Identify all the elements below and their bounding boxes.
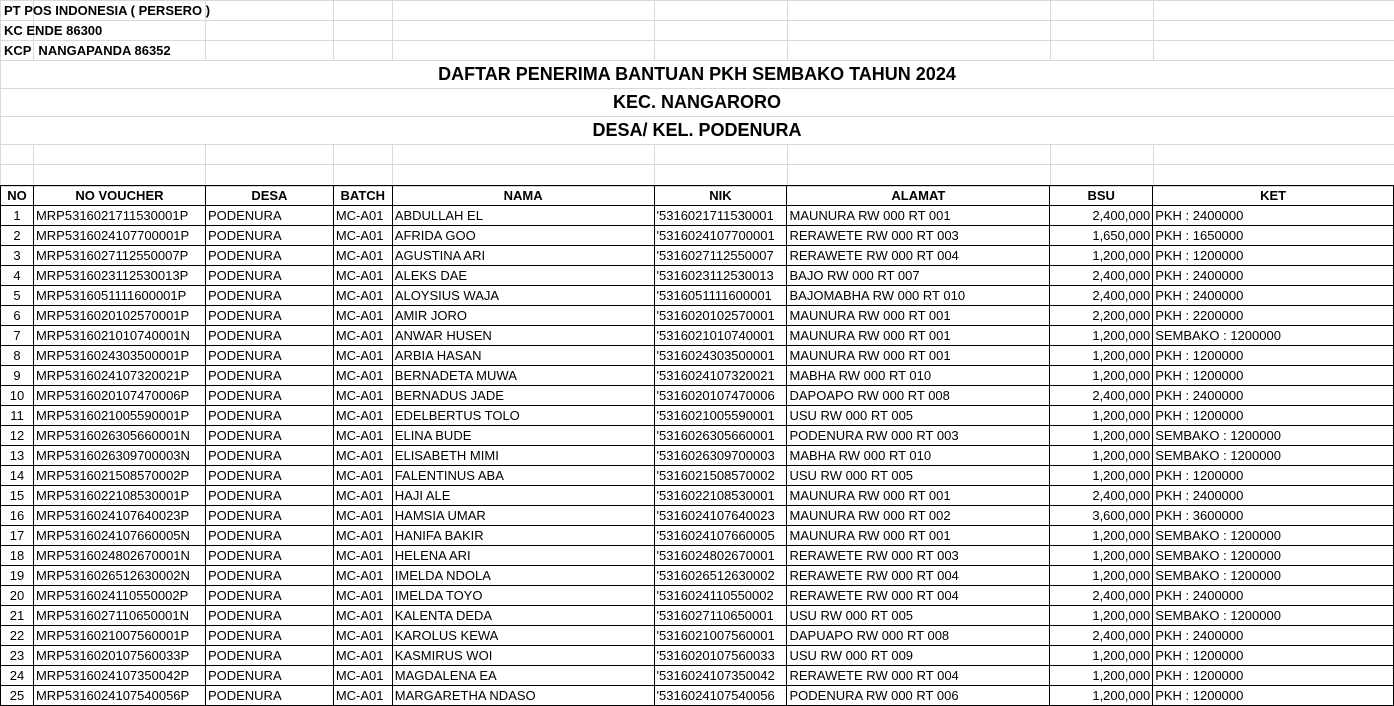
cell-nik[interactable]: '5316020107560033	[654, 646, 787, 666]
cell-nik[interactable]: '5316024107640023	[654, 506, 787, 526]
cell-bsu[interactable]: 1,200,000	[1050, 566, 1153, 586]
cell-nama[interactable]: MAGDALENA EA	[392, 666, 654, 686]
cell-no[interactable]: 12	[1, 426, 34, 446]
cell-desa[interactable]: PODENURA	[205, 386, 333, 406]
cell-alamat[interactable]: PODENURA RW 000 RT 003	[787, 426, 1050, 446]
cell-nama[interactable]: FALENTINUS ABA	[392, 466, 654, 486]
cell-ket[interactable]: SEMBAKO : 1200000	[1153, 546, 1394, 566]
cell-voucher[interactable]: MRP5316024110550002P	[33, 586, 205, 606]
cell-bsu[interactable]: 1,200,000	[1050, 666, 1153, 686]
table-row[interactable]	[1, 206, 1394, 226]
cell-no[interactable]: 1	[1, 206, 34, 226]
cell-alamat[interactable]: MABHA RW 000 RT 010	[787, 446, 1050, 466]
cell-ket[interactable]: PKH : 1200000	[1153, 366, 1394, 386]
cell-nik[interactable]: '5316024110550002	[654, 586, 787, 606]
cell-nama[interactable]: ALOYSIUS WAJA	[392, 286, 654, 306]
col-header-alamat[interactable]: ALAMAT	[787, 186, 1050, 206]
cell-batch[interactable]: MC-A01	[333, 306, 392, 326]
table-row[interactable]	[1, 626, 1394, 646]
cell-batch[interactable]: MC-A01	[333, 586, 392, 606]
cell-alamat[interactable]: RERAWETE RW 000 RT 004	[787, 566, 1050, 586]
cell-voucher[interactable]: MRP5316021508570002P	[33, 466, 205, 486]
cell-bsu[interactable]: 1,200,000	[1050, 646, 1153, 666]
cell-nama[interactable]: KAROLUS KEWA	[392, 626, 654, 646]
cell-nik[interactable]: '5316022108530001	[654, 486, 787, 506]
cell-voucher[interactable]: MRP5316020107560033P	[33, 646, 205, 666]
cell-bsu[interactable]: 1,200,000	[1050, 326, 1153, 346]
cell-ket[interactable]: PKH : 2400000	[1153, 486, 1394, 506]
cell-voucher[interactable]: MRP5316051111600001P	[33, 286, 205, 306]
cell-nama[interactable]: KASMIRUS WOI	[392, 646, 654, 666]
cell-voucher[interactable]: MRP5316024107540056P	[33, 686, 205, 706]
cell-no[interactable]: 5	[1, 286, 34, 306]
col-header-batch[interactable]: BATCH	[333, 186, 392, 206]
cell-no[interactable]: 14	[1, 466, 34, 486]
cell-ket[interactable]: SEMBAKO : 1200000	[1153, 326, 1394, 346]
cell-voucher[interactable]: MRP5316024107660005N	[33, 526, 205, 546]
cell-no[interactable]: 9	[1, 366, 34, 386]
cell-voucher[interactable]: MRP5316021005590001P	[33, 406, 205, 426]
cell-desa[interactable]: PODENURA	[205, 566, 333, 586]
cell-no[interactable]: 8	[1, 346, 34, 366]
cell-ket[interactable]: PKH : 2400000	[1153, 266, 1394, 286]
cell-bsu[interactable]: 1,200,000	[1050, 546, 1153, 566]
cell-batch[interactable]: MC-A01	[333, 566, 392, 586]
cell-bsu[interactable]: 1,200,000	[1050, 526, 1153, 546]
company-name: PT POS INDONESIA ( PERSERO )	[4, 3, 211, 18]
branch-office: KC ENDE 86300	[4, 23, 103, 38]
cell-nama[interactable]: EDELBERTUS TOLO	[392, 406, 654, 426]
cell-nama[interactable]: HELENA ARI	[392, 546, 654, 566]
cell-nama[interactable]: BERNADUS JADE	[392, 386, 654, 406]
cell-batch[interactable]: MC-A01	[333, 346, 392, 366]
table-row[interactable]	[1, 506, 1394, 526]
cell-no[interactable]: 19	[1, 566, 34, 586]
sub-branch-office: KCP NANGAPANDA 86352	[4, 43, 171, 58]
cell-nik[interactable]: '5316020107470006	[654, 386, 787, 406]
cell-batch[interactable]: MC-A01	[333, 226, 392, 246]
cell-nik[interactable]: '5316023112530013	[654, 266, 787, 286]
cell-bsu[interactable]: 2,400,000	[1050, 266, 1153, 286]
cell-voucher[interactable]: MRP5316024802670001N	[33, 546, 205, 566]
cell-alamat[interactable]: RERAWETE RW 000 RT 004	[787, 246, 1050, 266]
cell-nama[interactable]: ANWAR HUSEN	[392, 326, 654, 346]
table-row[interactable]	[1, 446, 1394, 466]
cell-nama[interactable]: IMELDA TOYO	[392, 586, 654, 606]
cell-bsu[interactable]: 1,200,000	[1050, 346, 1153, 366]
cell-ket[interactable]: PKH : 1200000	[1153, 246, 1394, 266]
cell-nik[interactable]: '5316026305660001	[654, 426, 787, 446]
cell-ket[interactable]: PKH : 2400000	[1153, 626, 1394, 646]
cell-no[interactable]: 22	[1, 626, 34, 646]
table-row[interactable]	[1, 646, 1394, 666]
cell-desa[interactable]: PODENURA	[205, 606, 333, 626]
cell-nik[interactable]: '5316024107320021	[654, 366, 787, 386]
cell-ket[interactable]: PKH : 1200000	[1153, 646, 1394, 666]
cell-batch[interactable]: MC-A01	[333, 286, 392, 306]
cell-desa[interactable]: PODENURA	[205, 306, 333, 326]
cell-desa[interactable]: PODENURA	[205, 526, 333, 546]
cell-nik[interactable]: '5316021005590001	[654, 406, 787, 426]
cell-ket[interactable]: SEMBAKO : 1200000	[1153, 446, 1394, 466]
cell-no[interactable]: 11	[1, 406, 34, 426]
cell-batch[interactable]: MC-A01	[333, 506, 392, 526]
cell-voucher[interactable]: MRP5316021007560001P	[33, 626, 205, 646]
cell-no[interactable]: 17	[1, 526, 34, 546]
cell-ket[interactable]: PKH : 1650000	[1153, 226, 1394, 246]
cell-bsu[interactable]: 1,650,000	[1050, 226, 1153, 246]
cell-bsu[interactable]: 2,400,000	[1050, 486, 1153, 506]
cell-nama[interactable]: ELISABETH MIMI	[392, 446, 654, 466]
cell-no[interactable]: 2	[1, 226, 34, 246]
cell-nik[interactable]: '5316024107540056	[654, 686, 787, 706]
cell-bsu[interactable]: 1,200,000	[1050, 446, 1153, 466]
cell-alamat[interactable]: MAUNURA RW 000 RT 001	[787, 486, 1050, 506]
cell-nik[interactable]: '5316027112550007	[654, 246, 787, 266]
cell-alamat[interactable]: DAPUAPO RW 000 RT 008	[787, 626, 1050, 646]
cell-ket[interactable]: PKH : 1200000	[1153, 686, 1394, 706]
cell-batch[interactable]: MC-A01	[333, 246, 392, 266]
document-title: DAFTAR PENERIMA BANTUAN PKH SEMBAKO TAHUN 2024	[438, 64, 956, 84]
cell-bsu[interactable]: 2,400,000	[1050, 626, 1153, 646]
cell-desa[interactable]: PODENURA	[205, 506, 333, 526]
cell-ket[interactable]: SEMBAKO : 1200000	[1153, 566, 1394, 586]
table-row[interactable]	[1, 326, 1394, 346]
table-row[interactable]	[1, 606, 1394, 626]
cell-nama[interactable]: ARBIA HASAN	[392, 346, 654, 366]
col-header-no[interactable]: NO	[1, 186, 34, 206]
cell-desa[interactable]: PODENURA	[205, 626, 333, 646]
table-row[interactable]	[1, 486, 1394, 506]
cell-bsu[interactable]: 1,200,000	[1050, 366, 1153, 386]
cell-no[interactable]: 16	[1, 506, 34, 526]
cell-alamat[interactable]: USU RW 000 RT 005	[787, 406, 1050, 426]
cell-batch[interactable]: MC-A01	[333, 626, 392, 646]
cell-ket[interactable]: SEMBAKO : 1200000	[1153, 606, 1394, 626]
cell-bsu[interactable]: 1,200,000	[1050, 426, 1153, 446]
cell-no[interactable]: 13	[1, 446, 34, 466]
cell-voucher[interactable]: MRP5316024303500001P	[33, 346, 205, 366]
cell-bsu[interactable]: 2,400,000	[1050, 386, 1153, 406]
cell-ket[interactable]: PKH : 2400000	[1153, 286, 1394, 306]
cell-nik[interactable]: '5316020102570001	[654, 306, 787, 326]
cell-no[interactable]: 6	[1, 306, 34, 326]
cell-batch[interactable]: MC-A01	[333, 366, 392, 386]
cell-nama[interactable]: BERNADETA MUWA	[392, 366, 654, 386]
table-row[interactable]	[1, 686, 1394, 706]
cell-batch[interactable]: MC-A01	[333, 386, 392, 406]
cell-alamat[interactable]: MAUNURA RW 000 RT 001	[787, 206, 1050, 226]
table-row[interactable]	[1, 526, 1394, 546]
cell-desa[interactable]: PODENURA	[205, 326, 333, 346]
cell-voucher[interactable]: MRP5316022108530001P	[33, 486, 205, 506]
cell-batch[interactable]: MC-A01	[333, 606, 392, 626]
col-header-desa[interactable]: DESA	[205, 186, 333, 206]
cell-alamat[interactable]: MAUNURA RW 000 RT 002	[787, 506, 1050, 526]
table-row[interactable]	[1, 566, 1394, 586]
cell-nik[interactable]: '5316024107350042	[654, 666, 787, 686]
cell-nama[interactable]: ELINA BUDE	[392, 426, 654, 446]
table-row[interactable]	[1, 586, 1394, 606]
cell-nama[interactable]: AFRIDA GOO	[392, 226, 654, 246]
cell-bsu[interactable]: 1,200,000	[1050, 246, 1153, 266]
cell-bsu[interactable]: 1,200,000	[1050, 686, 1153, 706]
cell-batch[interactable]: MC-A01	[333, 266, 392, 286]
cell-ket[interactable]: PKH : 2200000	[1153, 306, 1394, 326]
cell-batch[interactable]: MC-A01	[333, 486, 392, 506]
cell-batch[interactable]: MC-A01	[333, 646, 392, 666]
table-row[interactable]	[1, 266, 1394, 286]
cell-voucher[interactable]: MRP5316026309700003N	[33, 446, 205, 466]
table-row[interactable]	[1, 226, 1394, 246]
cell-nik[interactable]: '5316021010740001	[654, 326, 787, 346]
cell-alamat[interactable]: BAJOMABHA RW 000 RT 010	[787, 286, 1050, 306]
table-row[interactable]	[1, 366, 1394, 386]
cell-batch[interactable]: MC-A01	[333, 526, 392, 546]
cell-batch[interactable]: MC-A01	[333, 446, 392, 466]
recipient-table	[0, 185, 1394, 706]
cell-batch[interactable]: MC-A01	[333, 546, 392, 566]
cell-alamat[interactable]: RERAWETE RW 000 RT 004	[787, 666, 1050, 686]
cell-desa[interactable]: PODENURA	[205, 446, 333, 466]
cell-nama[interactable]: HAMSIA UMAR	[392, 506, 654, 526]
cell-desa[interactable]: PODENURA	[205, 266, 333, 286]
cell-alamat[interactable]: MAUNURA RW 000 RT 001	[787, 326, 1050, 346]
table-row[interactable]	[1, 346, 1394, 366]
district-title: KEC. NANGARORO	[612, 92, 781, 112]
cell-ket[interactable]: PKH : 3600000	[1153, 506, 1394, 526]
cell-desa[interactable]: PODENURA	[205, 246, 333, 266]
cell-alamat[interactable]: USU RW 000 RT 005	[787, 466, 1050, 486]
table-row[interactable]	[1, 426, 1394, 446]
cell-nik[interactable]: '5316024802670001	[654, 546, 787, 566]
cell-no[interactable]: 4	[1, 266, 34, 286]
cell-alamat[interactable]: BAJO RW 000 RT 007	[787, 266, 1050, 286]
cell-alamat[interactable]: MAUNURA RW 000 RT 001	[787, 526, 1050, 546]
cell-desa[interactable]: PODENURA	[205, 666, 333, 686]
cell-nama[interactable]: HAJI ALE	[392, 486, 654, 506]
cell-desa[interactable]: PODENURA	[205, 466, 333, 486]
cell-no[interactable]: 3	[1, 246, 34, 266]
cell-desa[interactable]: PODENURA	[205, 586, 333, 606]
cell-voucher[interactable]: MRP5316021711530001P	[33, 206, 205, 226]
cell-ket[interactable]: SEMBAKO : 1200000	[1153, 426, 1394, 446]
cell-bsu[interactable]: 1,200,000	[1050, 466, 1153, 486]
cell-ket[interactable]: PKH : 2400000	[1153, 206, 1394, 226]
cell-desa[interactable]: PODENURA	[205, 546, 333, 566]
cell-no[interactable]: 18	[1, 546, 34, 566]
cell-nama[interactable]: AMIR JORO	[392, 306, 654, 326]
cell-voucher[interactable]: MRP5316024107700001P	[33, 226, 205, 246]
cell-nik[interactable]: '5316021007560001	[654, 626, 787, 646]
cell-bsu[interactable]: 1,200,000	[1050, 606, 1153, 626]
cell-nama[interactable]: AGUSTINA ARI	[392, 246, 654, 266]
cell-no[interactable]: 20	[1, 586, 34, 606]
table-row[interactable]	[1, 546, 1394, 566]
cell-nik[interactable]: '5316024303500001	[654, 346, 787, 366]
cell-voucher[interactable]: MRP5316024107350042P	[33, 666, 205, 686]
cell-ket[interactable]: PKH : 1200000	[1153, 346, 1394, 366]
cell-desa[interactable]: PODENURA	[205, 646, 333, 666]
cell-voucher[interactable]: MRP5316027110650001N	[33, 606, 205, 626]
cell-nama[interactable]: HANIFA BAKIR	[392, 526, 654, 546]
cell-voucher[interactable]: MRP5316020107470006P	[33, 386, 205, 406]
cell-desa[interactable]: PODENURA	[205, 286, 333, 306]
cell-desa[interactable]: PODENURA	[205, 226, 333, 246]
col-header-nik[interactable]: NIK	[654, 186, 787, 206]
village-title: DESA/ KEL. PODENURA	[592, 120, 802, 140]
cell-desa[interactable]: PODENURA	[205, 206, 333, 226]
cell-voucher[interactable]: MRP5316027112550007P	[33, 246, 205, 266]
cell-desa[interactable]: PODENURA	[205, 406, 333, 426]
cell-no[interactable]: 7	[1, 326, 34, 346]
cell-batch[interactable]: MC-A01	[333, 206, 392, 226]
cell-ket[interactable]: PKH : 2400000	[1153, 586, 1394, 606]
cell-batch[interactable]: MC-A01	[333, 466, 392, 486]
col-header-nama[interactable]: NAMA	[392, 186, 654, 206]
cell-nik[interactable]: '5316026512630002	[654, 566, 787, 586]
cell-no[interactable]: 23	[1, 646, 34, 666]
cell-voucher[interactable]: MRP5316024107320021P	[33, 366, 205, 386]
table-row[interactable]	[1, 386, 1394, 406]
table-row[interactable]	[1, 466, 1394, 486]
cell-voucher[interactable]: MRP5316024107640023P	[33, 506, 205, 526]
cell-nik[interactable]: '5316027110650001	[654, 606, 787, 626]
col-header-ket[interactable]: KET	[1153, 186, 1394, 206]
cell-nama[interactable]: MARGARETHA NDASO	[392, 686, 654, 706]
cell-desa[interactable]: PODENURA	[205, 366, 333, 386]
cell-alamat[interactable]: USU RW 000 RT 009	[787, 646, 1050, 666]
cell-nik[interactable]: '5316026309700003	[654, 446, 787, 466]
cell-alamat[interactable]: USU RW 000 RT 005	[787, 606, 1050, 626]
table-row[interactable]	[1, 306, 1394, 326]
table-row[interactable]	[1, 406, 1394, 426]
cell-alamat[interactable]: RERAWETE RW 000 RT 004	[787, 586, 1050, 606]
cell-nik[interactable]: '5316021711530001	[654, 206, 787, 226]
col-header-voucher[interactable]: NO VOUCHER	[33, 186, 205, 206]
cell-bsu[interactable]: 1,200,000	[1050, 406, 1153, 426]
cell-nik[interactable]: '5316021508570002	[654, 466, 787, 486]
cell-voucher[interactable]: MRP5316023112530013P	[33, 266, 205, 286]
cell-voucher[interactable]: MRP5316021010740001N	[33, 326, 205, 346]
cell-no[interactable]: 21	[1, 606, 34, 626]
table-row[interactable]	[1, 286, 1394, 306]
cell-alamat[interactable]: MAUNURA RW 000 RT 001	[787, 306, 1050, 326]
cell-ket[interactable]: PKH : 1200000	[1153, 666, 1394, 686]
table-row[interactable]	[1, 666, 1394, 686]
cell-bsu[interactable]: 3,600,000	[1050, 506, 1153, 526]
cell-bsu[interactable]: 2,400,000	[1050, 286, 1153, 306]
cell-no[interactable]: 15	[1, 486, 34, 506]
cell-no[interactable]: 10	[1, 386, 34, 406]
cell-alamat[interactable]: PODENURA RW 000 RT 006	[787, 686, 1050, 706]
cell-ket[interactable]: SEMBAKO : 1200000	[1153, 526, 1394, 546]
cell-nama[interactable]: KALENTA DEDA	[392, 606, 654, 626]
cell-nama[interactable]: ALEKS DAE	[392, 266, 654, 286]
cell-batch[interactable]: MC-A01	[333, 406, 392, 426]
cell-alamat[interactable]: DAPOAPO RW 000 RT 008	[787, 386, 1050, 406]
cell-ket[interactable]: PKH : 1200000	[1153, 406, 1394, 426]
cell-alamat[interactable]: RERAWETE RW 000 RT 003	[787, 226, 1050, 246]
cell-batch[interactable]: MC-A01	[333, 326, 392, 346]
cell-desa[interactable]: PODENURA	[205, 686, 333, 706]
cell-voucher[interactable]: MRP5316020102570001P	[33, 306, 205, 326]
cell-alamat[interactable]: MABHA RW 000 RT 010	[787, 366, 1050, 386]
cell-alamat[interactable]: MAUNURA RW 000 RT 001	[787, 346, 1050, 366]
cell-nik[interactable]: '5316024107700001	[654, 226, 787, 246]
cell-nik[interactable]: '5316024107660005	[654, 526, 787, 546]
cell-alamat[interactable]: RERAWETE RW 000 RT 003	[787, 546, 1050, 566]
cell-no[interactable]: 25	[1, 686, 34, 706]
cell-bsu[interactable]: 2,400,000	[1050, 586, 1153, 606]
cell-nik[interactable]: '5316051111600001	[654, 286, 787, 306]
cell-bsu[interactable]: 2,200,000	[1050, 306, 1153, 326]
cell-desa[interactable]: PODENURA	[205, 426, 333, 446]
cell-voucher[interactable]: MRP5316026512630002N	[33, 566, 205, 586]
cell-batch[interactable]: MC-A01	[333, 686, 392, 706]
cell-nama[interactable]: IMELDA NDOLA	[392, 566, 654, 586]
col-header-bsu[interactable]: BSU	[1050, 186, 1153, 206]
cell-desa[interactable]: PODENURA	[205, 346, 333, 366]
cell-batch[interactable]: MC-A01	[333, 666, 392, 686]
table-header-row	[1, 186, 1394, 206]
cell-nama[interactable]: ABDULLAH EL	[392, 206, 654, 226]
cell-voucher[interactable]: MRP5316026305660001N	[33, 426, 205, 446]
table-row[interactable]	[1, 246, 1394, 266]
cell-batch[interactable]: MC-A01	[333, 426, 392, 446]
cell-no[interactable]: 24	[1, 666, 34, 686]
cell-ket[interactable]: PKH : 1200000	[1153, 466, 1394, 486]
cell-ket[interactable]: PKH : 2400000	[1153, 386, 1394, 406]
cell-bsu[interactable]: 2,400,000	[1050, 206, 1153, 226]
cell-desa[interactable]: PODENURA	[205, 486, 333, 506]
